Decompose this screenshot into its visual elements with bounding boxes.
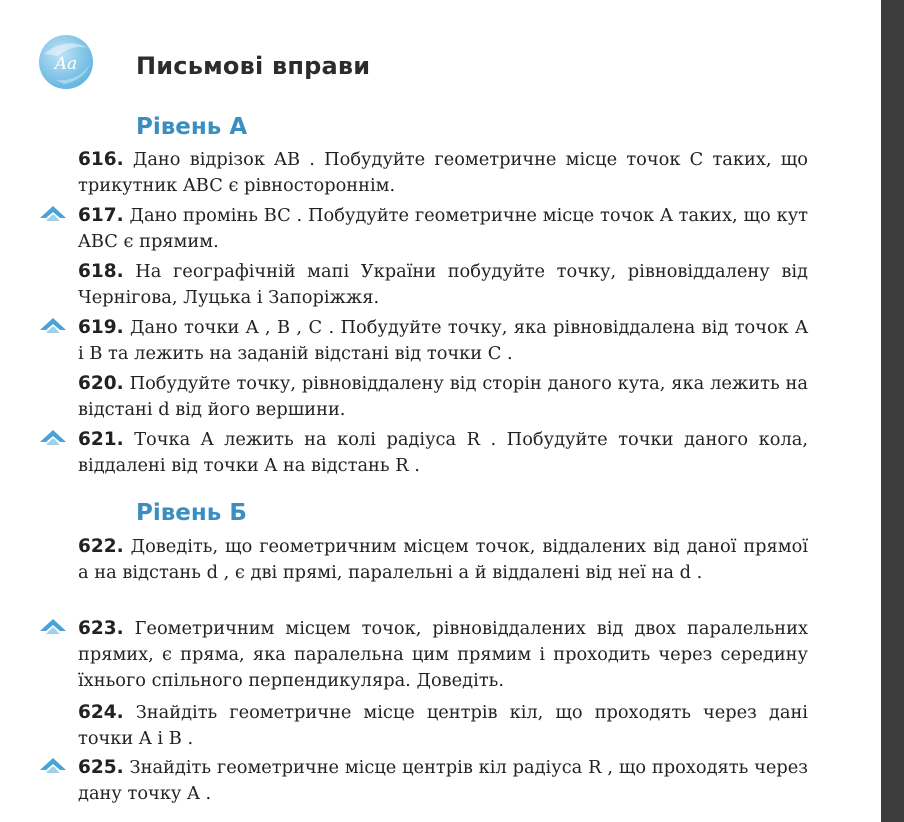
exercise-text: Точка A лежить на колі радіуса R . Побудуйте точки даного кола, віддалені від точки A на відстань R . [78, 429, 808, 476]
aa-badge-icon [38, 34, 94, 90]
exercise-text: Знайдіть геометричне місце центрів кіл, що проходять через дані точки A і B . [78, 702, 808, 749]
difficulty-marker-icon [38, 204, 68, 226]
level-a-heading: Рівень А [136, 114, 248, 140]
exercise-number: 621. [78, 429, 124, 450]
difficulty-marker-icon [38, 756, 68, 778]
exercise-617 [78, 203, 808, 255]
exercise-number: 617. [78, 205, 124, 226]
level-b-heading: Рівень Б [136, 500, 247, 526]
exercise-text: Доведіть, що геометричним місцем точок, віддалених від даної прямої a на відстань d , є дві прямі, паралельні a й віддалені від неї на d . [78, 536, 809, 583]
exercise-623 [78, 616, 808, 694]
exercise-number: 620. [78, 373, 124, 394]
exercise-number: 624. [78, 702, 124, 723]
exercise-number: 625. [78, 757, 124, 778]
difficulty-marker-icon [38, 316, 68, 338]
exercise-text: Дано точки A , B , C . Побудуйте точку, яка рівновіддалена від точок A і B та лежить на заданій відстані від точки C . [78, 317, 808, 364]
exercise-text: Геометричним місцем точок, рівновіддалених від двох паралельних прямих, є пряма, яка паралельна цим прямим і проходить через середину їхнього спільного перпендикуляра. Доведіть. [78, 618, 809, 691]
svg-text:Aa: Aa [54, 54, 78, 74]
page-edge-shadow [881, 0, 904, 822]
exercise-text: Знайдіть геометричне місце центрів кіл радіуса R , що проходять через дану точку A . [78, 757, 808, 804]
exercise-number: 616. [78, 149, 124, 170]
exercise-619 [78, 315, 808, 367]
exercise-625 [78, 755, 808, 807]
exercise-text: Побудуйте точку, рівновіддалену від сторін даного кута, яка лежить на відстані d від його вершини. [78, 373, 808, 420]
exercise-number: 619. [78, 317, 124, 338]
exercise-620 [78, 371, 808, 423]
exercise-text: Дано промінь BC . Побудуйте геометричне місце точок A таких, що кут ABC є прямим. [78, 205, 808, 252]
section-title: Письмові вправи [136, 52, 371, 80]
exercise-text: Дано відрізок AB . Побудуйте геометричне місце точок C таких, що трикутник ABC є рівностороннім. [78, 149, 808, 196]
exercise-622 [78, 534, 808, 586]
exercise-624 [78, 700, 808, 752]
exercise-621 [78, 427, 808, 479]
exercise-number: 618. [78, 261, 124, 282]
difficulty-marker-icon [38, 428, 68, 450]
exercise-number: 623. [78, 618, 124, 639]
exercise-text: На географічній мапі України побудуйте точку, рівновіддалену від Чернігова, Луцька і Запоріжжя. [78, 261, 808, 308]
exercise-number: 622. [78, 536, 124, 557]
difficulty-marker-icon [38, 617, 68, 639]
exercise-616 [78, 147, 808, 199]
exercise-618 [78, 259, 808, 311]
